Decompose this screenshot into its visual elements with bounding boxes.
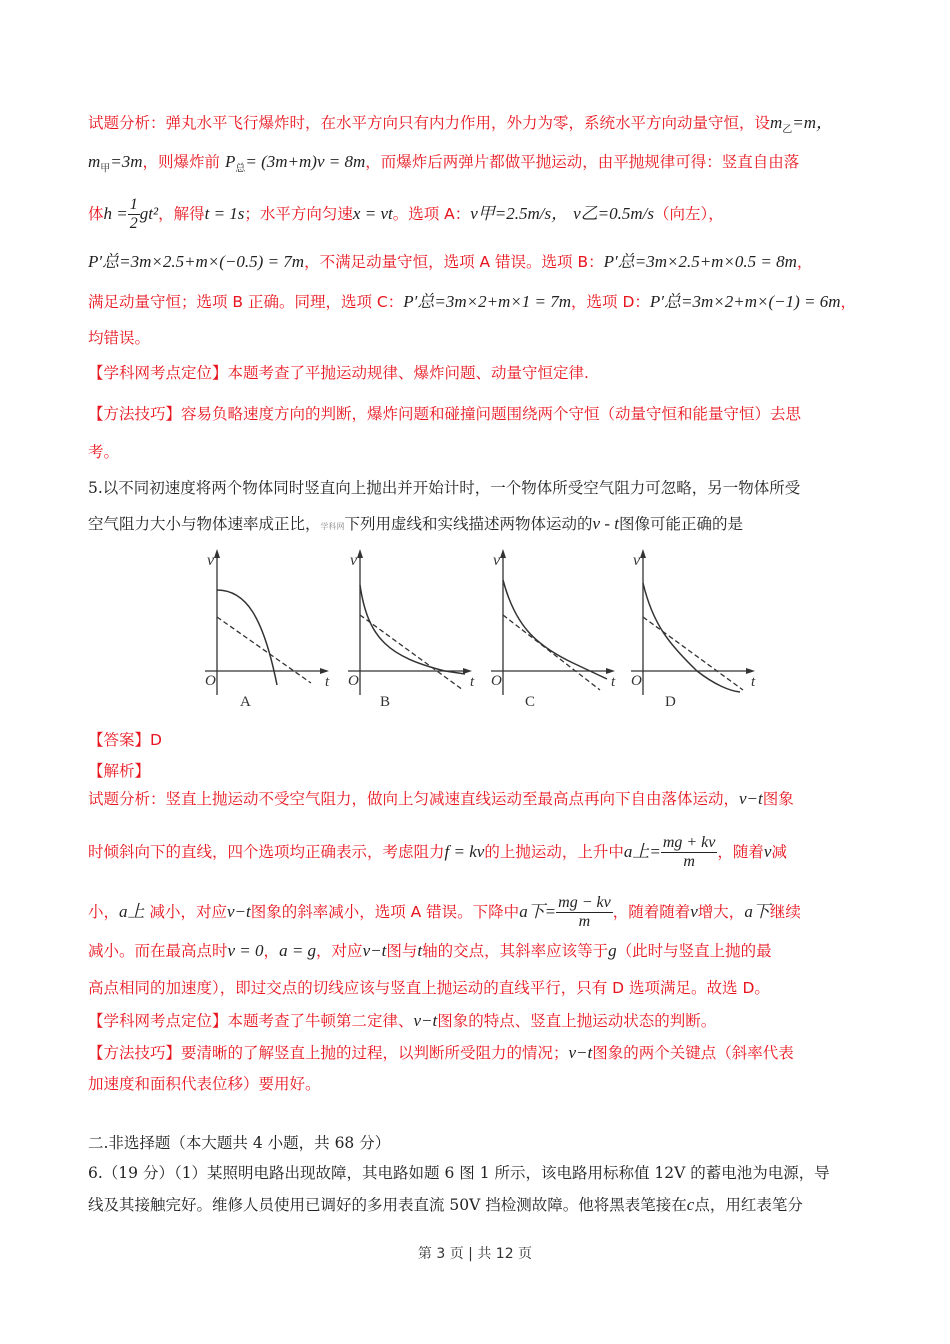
text: 小， <box>88 903 120 921</box>
svg-text:v: v <box>207 552 215 569</box>
svg-text:O: O <box>631 673 642 689</box>
math-v: v <box>690 902 698 921</box>
math-vt: v−t <box>413 1011 438 1030</box>
math-eq-b: P′总=3m×2.5+m×0.5 = 8m <box>603 252 797 271</box>
watermark-text: 学科网 <box>320 522 345 531</box>
svg-text:B: B <box>380 694 391 710</box>
math-vt: v - t <box>592 514 619 533</box>
math-v0: v = 0 <box>227 941 264 960</box>
text: ，而爆炸后两弹片都做平抛运动，由平抛规律可得：竖直自由落 <box>365 153 800 171</box>
svg-text:v: v <box>493 552 501 569</box>
knowledge-point-2 <box>88 1010 716 1032</box>
svg-text:O: O <box>205 673 216 689</box>
math-c: c <box>686 1195 695 1214</box>
text: 点，用红表笔分 <box>694 1196 803 1214</box>
svg-text:D: D <box>665 694 676 710</box>
question6-line2 <box>88 1194 803 1216</box>
analysis1-line5 <box>88 291 856 313</box>
question5-line2 <box>88 513 743 538</box>
svg-text:O: O <box>348 673 359 689</box>
text: 图象的两个关键点（斜率代表 <box>592 1044 794 1062</box>
text: 时倾斜向下的直线，四个选项均正确表示，考虑阻力 <box>88 843 445 861</box>
text: 空气阻力大小与物体速率成正比， <box>88 515 321 533</box>
svg-text:v: v <box>350 552 358 569</box>
fraction-half: $\frac{1}{2}$ <box>129 196 138 232</box>
math-m-jia: $m_甲=3m$ <box>88 152 143 175</box>
text: 继续 <box>769 903 801 921</box>
text: 图象 <box>762 790 794 808</box>
math-eq-d: P′总=3m×2+m×(−1) = 6m <box>649 292 841 311</box>
text: ， <box>840 293 857 311</box>
text: 轴的交点，其斜率应该等于 <box>422 942 609 960</box>
knowledge-point-1: 【学科网考点定位】本题考查了平抛运动规律、爆炸问题、动量守恒定律. <box>88 364 589 382</box>
math-t: t <box>417 941 423 960</box>
text: 试题分析：竖直上抛运动不受空气阻力，做向上匀减速直线运动至最高点再向下自由落体运动， <box>88 790 740 808</box>
text: 图像可能正确的是 <box>618 515 743 533</box>
text: ，对应 <box>316 942 363 960</box>
answer-line2 <box>88 834 787 871</box>
math-vt: v−t <box>226 902 251 921</box>
answer-line3 <box>88 894 801 931</box>
analysis1-line2 <box>88 151 799 180</box>
math-gt2: gt² <box>139 204 159 223</box>
analysis1-line6: 均错误。 <box>88 329 151 347</box>
text: 的上抛运动，上升中 <box>484 843 624 861</box>
math-vt: v−t <box>739 789 763 808</box>
answer-label: 【答案】D <box>88 731 162 749</box>
figure-a <box>195 545 335 715</box>
text: 下列用虚线和实线描述两物体运动的 <box>344 515 593 533</box>
math-eq-a: P′总=3m×2.5+m×(−0.5) = 7m <box>88 252 305 271</box>
svg-text:A: A <box>240 694 251 710</box>
text: 增大， <box>697 903 745 921</box>
text: ，随着随着 <box>612 903 691 921</box>
fraction-a-down: $\frac{mg - kv}{m}$ <box>558 894 611 930</box>
text: 试题分析：弹丸水平飞行爆炸时，在水平方向只有内力作用，外力为零，系统水平方向动量守恒，设 <box>88 114 771 132</box>
svg-text:t: t <box>751 674 756 690</box>
answer-line5: 高点相同的加速度），即过交点的切线应该与竖直上抛运动的直线平行，只有 D 选项满足。故选 D。 <box>88 979 770 997</box>
fraction-a-up: $\frac{mg + kv}{m}$ <box>662 834 716 870</box>
text: 满足动量守恒；选项 B 正确。同理，选项 C： <box>88 293 404 311</box>
text: 图象的斜率减小，选项 A 错误。下降中 <box>250 903 520 921</box>
text: 图象的特点、竖直上抛运动状态的判断。 <box>437 1012 717 1030</box>
math-vt: v−t <box>362 941 387 960</box>
svg-text:C: C <box>525 694 536 710</box>
svg-text:t: t <box>611 674 616 690</box>
math-a-up: a上 <box>119 902 145 921</box>
math-v-yi: v乙=0.5m/s <box>573 204 654 223</box>
text: 【学科网考点定位】本题考查了牛顿第二定律、 <box>88 1012 414 1030</box>
method-tip-1-line2: 考。 <box>88 443 120 461</box>
method-tip-2-line2: 加速度和面积代表位移）要用好。 <box>88 1075 321 1093</box>
text: ，则爆炸前 <box>142 153 221 171</box>
math-a-down: a下= <box>519 902 557 921</box>
figure-d <box>625 545 765 715</box>
figure-b <box>340 545 485 715</box>
text: ，随着 <box>717 843 764 861</box>
math-m-yi: $m_乙=m$， <box>770 113 834 136</box>
svg-text:t: t <box>470 674 475 690</box>
analysis1-line3 <box>88 196 724 233</box>
section2-heading: 二.非选择题（本大题共 4 小题，共 68 分） <box>88 1134 391 1152</box>
svg-text:t: t <box>325 674 330 690</box>
text: （此时与竖直上抛的最 <box>616 942 772 960</box>
analysis1-line4 <box>88 251 812 273</box>
vt-figures <box>195 545 765 715</box>
text: 减小，对应 <box>149 903 227 921</box>
math-ag: a = g <box>279 941 317 960</box>
text: 线及其接触完好。维修人员使用已调好的多用表直流 50V 挡检测故障。他将黑表笔接在 <box>88 1196 687 1214</box>
text: 减小。而在最高点时 <box>88 942 228 960</box>
answer-line4 <box>88 940 772 962</box>
math-p-total: $P_总= (3m+m)v = 8m$ <box>224 152 366 175</box>
svg-text:O: O <box>491 673 502 689</box>
question6-line1: 6.（19 分）（1）某照明电路出现故障，其电路如题 6 图 1 所示，该电路用标称值 12V 的蓄电池为电源，导 <box>88 1164 830 1182</box>
math-a-up: a上= <box>623 842 661 861</box>
answer-line1 <box>88 788 794 810</box>
method-tip-1-line1: 【方法技巧】容易负略速度方向的判断，爆炸问题和碰撞问题围绕两个守恒（动量守恒和能量守恒）去思 <box>88 405 802 423</box>
svg-text:v: v <box>633 552 641 569</box>
math-x: x = vt <box>352 204 393 223</box>
analysis1-line1 <box>88 112 833 141</box>
math-f: f = kv <box>444 842 485 861</box>
page-footer: 第 3 页 | 共 12 页 <box>417 1246 533 1262</box>
text: ，解得 <box>158 205 205 223</box>
text: 体 <box>88 205 104 223</box>
text: 减 <box>771 843 787 861</box>
text: ，不满足动量守恒，选项 A 错误。选项 B： <box>304 253 604 271</box>
analysis-label: 【解析】 <box>88 762 151 780</box>
math-v: v <box>763 842 772 861</box>
math-g: g <box>608 941 617 960</box>
text: （向左）， <box>653 205 724 223</box>
math-eq-c: P′总=3m×2+m×1 = 7m <box>403 292 572 311</box>
math-t: t = 1s <box>204 204 245 223</box>
math-h: h = <box>103 204 128 223</box>
text: 图与 <box>386 942 418 960</box>
text: ， <box>263 942 280 960</box>
question5-line1: 5.以不同初速度将两个物体同时竖直向上抛出并开始计时，一个物体所受空气阻力可忽略，另一物体所受 <box>88 479 801 497</box>
math-a-down: a下 <box>744 902 770 921</box>
text: ，选项 D： <box>571 293 650 311</box>
math-vt: v−t <box>568 1043 593 1062</box>
math-v-jia: v甲=2.5m/s， <box>470 204 569 223</box>
text: ；水平方向匀速 <box>244 205 353 223</box>
figure-c <box>485 545 625 715</box>
text: ， <box>796 253 813 271</box>
text: 。选项 A： <box>392 205 471 223</box>
method-tip-2-line1 <box>88 1042 794 1064</box>
text: 【方法技巧】要清晰的了解竖直上抛的过程，以判断所受阻力的情况； <box>88 1044 569 1062</box>
